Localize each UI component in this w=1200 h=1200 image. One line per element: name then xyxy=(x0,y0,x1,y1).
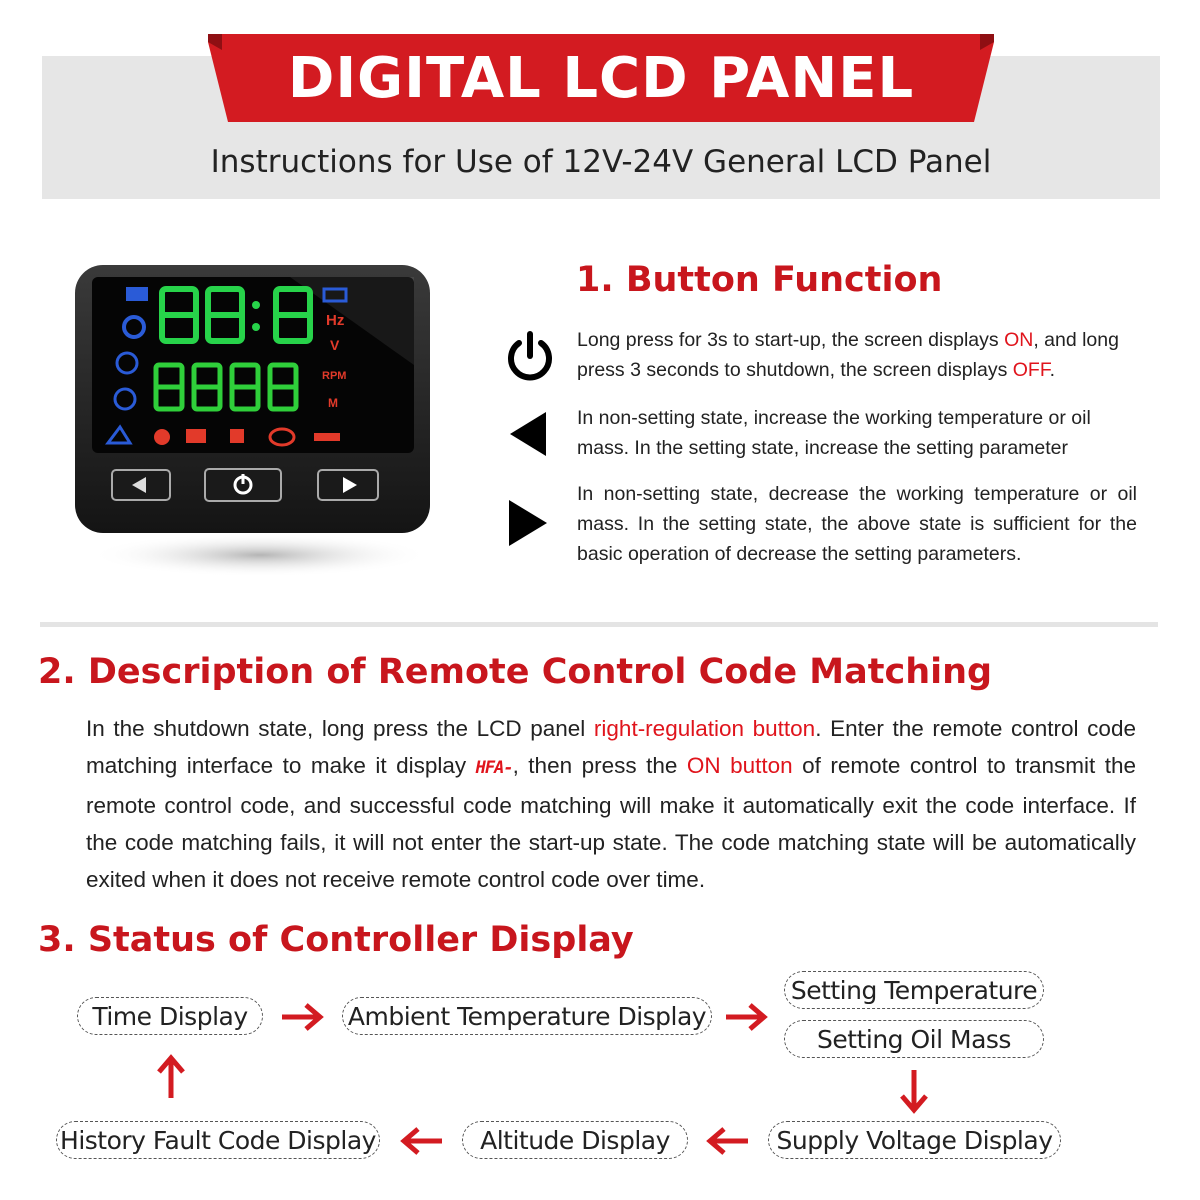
title-ribbon xyxy=(208,34,994,122)
lcd-label-rpm: RPM xyxy=(322,370,347,382)
arrow-left-icon xyxy=(400,1126,444,1161)
arrow-down-icon xyxy=(898,1068,930,1119)
arrow-right-icon xyxy=(280,1002,324,1037)
left-button-description: In non-setting state, increase the working temperature or oil mass. In the setting state, increase the setting parameter xyxy=(577,407,1091,459)
page-title: DIGITAL LCD PANEL xyxy=(287,45,915,111)
state-setting-oil-mass: Setting Oil Mass xyxy=(784,1020,1044,1058)
lcd-label-m: M xyxy=(328,396,338,410)
section-divider xyxy=(40,622,1158,627)
section-button-function-title: 1. Button Function xyxy=(576,260,943,300)
arrow-left-icon xyxy=(706,1126,750,1161)
left-triangle-icon xyxy=(508,410,548,463)
state-ambient-temperature-display: Ambient Temperature Display xyxy=(342,997,712,1035)
lcd-label-v: V xyxy=(330,337,340,353)
state-altitude-display: Altitude Display xyxy=(462,1121,688,1159)
right-triangle-icon xyxy=(507,498,549,553)
power-icon xyxy=(505,330,555,387)
right-regulation-highlight: right-regulation button xyxy=(593,716,816,741)
state-setting-temperature: Setting Temperature xyxy=(784,971,1044,1009)
lcd-label-hz: Hz xyxy=(326,312,345,329)
code-matching-description: In the shutdown state, long press the LCD panel right-regulation button. Enter the remote control code matching interface to make it display HFA-, then press the ON button of remote control to transmit the remote control code, and successful code matching will make it automatically exit the code interface. If the code matching fails, it will not enter the start-up state. The code matching state will be automatically exited when it does not receive remote control code over time. xyxy=(86,716,1136,892)
on-button-highlight: ON button xyxy=(686,753,793,778)
off-highlight: OFF xyxy=(1012,359,1050,381)
page-subtitle: Instructions for Use of 12V-24V General LCD Panel xyxy=(210,144,992,180)
state-time-display: Time Display xyxy=(77,997,263,1035)
section-status-display-title: 3. Status of Controller Display xyxy=(38,920,634,960)
power-button-description: Long press for 3s to start-up, the screen displays ON, and long press 3 seconds to shutdown, the screen displays OFF. xyxy=(577,329,1119,381)
state-history-fault-code-display: History Fault Code Display xyxy=(56,1121,380,1159)
arrow-up-icon xyxy=(155,1054,187,1105)
state-supply-voltage-display: Supply Voltage Display xyxy=(768,1121,1061,1159)
right-button-description: In non-setting state, decrease the working temperature or oil mass. In the setting state, the above state is sufficient for the basic operation of decrease the setting parameters. xyxy=(577,483,1137,565)
arrow-right-icon xyxy=(724,1002,768,1037)
section-code-matching-title: 2. Description of Remote Control Code Matching xyxy=(38,652,993,692)
hfa-code-display: HFA- xyxy=(475,758,513,778)
lcd-panel-device-image xyxy=(70,255,450,585)
on-highlight: ON xyxy=(1004,329,1034,351)
